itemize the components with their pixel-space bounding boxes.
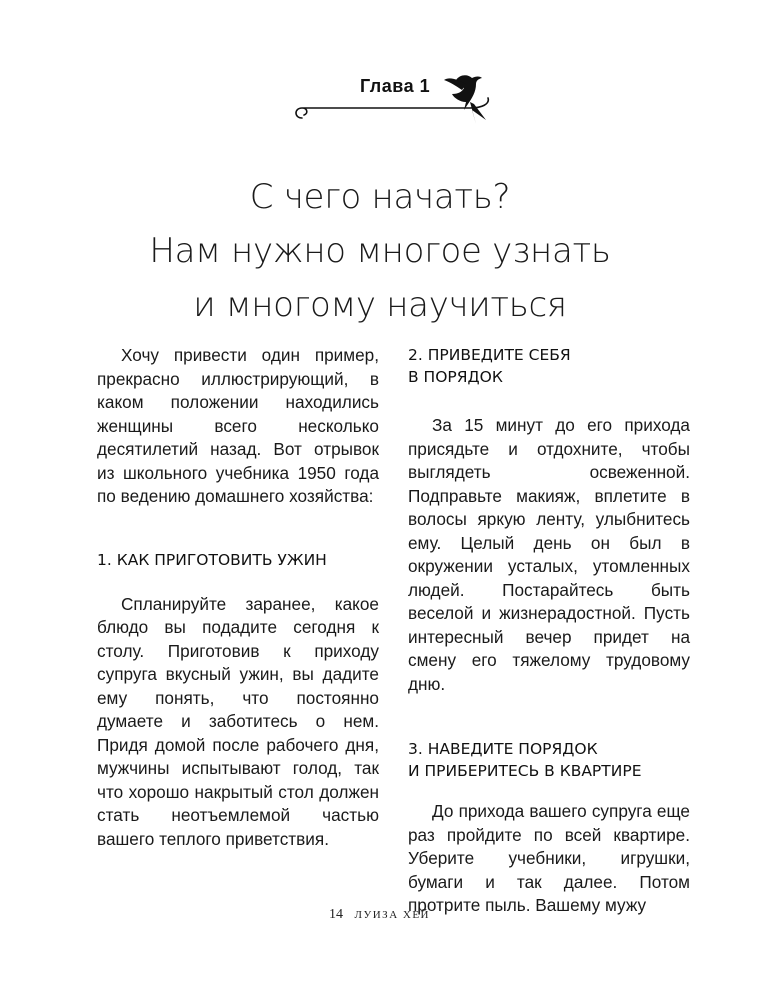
intro-paragraph: Хочу привести один пример, прекрасно иллюстрирующий, в каком положении находились женщины всего несколько десятилетий назад. Вот отрывок из школьного учебника 1950 года по ведению домашнего хозяйства: [97, 345, 379, 506]
title-line: и многому научиться [193, 285, 567, 325]
left-column [97, 344, 379, 851]
section-heading [408, 738, 690, 782]
heading-line: И ПРИБЕРИТЕСЬ В КВАРТИРЕ [408, 762, 642, 780]
heading-line: 2. ПРИВЕДИТЕ СЕБЯ [408, 346, 571, 364]
heading-line: 3. НАВЕДИТЕ ПОРЯДОК [408, 740, 598, 758]
section-paragraph: Спланируйте заранее, какое блюдо вы подадите сегодня к столу. Приготовив к приходу супруга вкусный ужин, вы дадите ему понять, что постоянно думаете и заботитесь о нем. Придя домой после рабочего дня, мужчины испытывают голод, так что хорошо накрытый стол должен стать неотъемлемой частью вашего теплого приветствия. [97, 593, 379, 849]
section-paragraph: За 15 минут до его прихода присядьте и отдохните, чтобы выглядеть освеженной. Подправьте макияж, вплетите в волосы яркую ленту, улыбнитесь ему. Целый день он был в окружении усталых, утомленных людей. Постарайтесь быть веселой и жизнерадостной. Пусть интересный вечер придет на смену его тяжелому трудовому дню. [408, 415, 690, 694]
page-footer [0, 907, 759, 923]
section-heading: 1. КАК ПРИГОТОВИТЬ УЖИН [97, 550, 327, 569]
heading-line: В ПОРЯДОК [408, 368, 503, 386]
swallow-bird-icon [290, 62, 510, 132]
title-line: С чего начать? [249, 177, 511, 217]
page-title [60, 170, 700, 332]
running-author: ЛУИЗА ХЕЙ [354, 909, 430, 921]
chapter-label: Глава 1 [360, 76, 431, 96]
section-paragraph: До прихода вашего супруга еще раз пройдите по всей квартире. Уберите учебники, игрушки, бумаги и так далее. Потом протрите пыль. Вашему мужу [408, 801, 690, 915]
page-number: 14 [328, 907, 343, 922]
section-heading [408, 344, 690, 388]
right-column [408, 344, 690, 918]
title-line: Нам нужно многое узнать [149, 231, 611, 271]
chapter-header [290, 62, 510, 132]
